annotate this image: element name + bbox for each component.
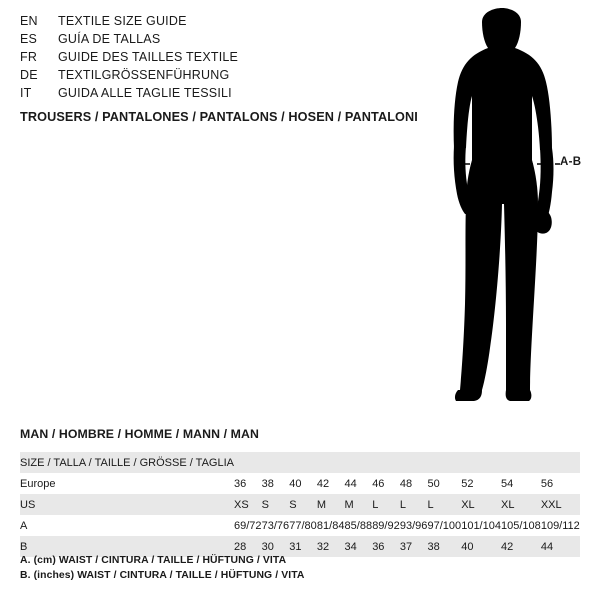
cell [262, 452, 290, 473]
cell [372, 452, 400, 473]
row-label: B [20, 536, 234, 557]
table-row [20, 452, 580, 473]
cell: L [400, 494, 428, 515]
cell: 32 [317, 536, 345, 557]
cell: 89/92 [372, 519, 400, 532]
cell: 34 [345, 536, 373, 557]
cell: XL [461, 494, 501, 515]
cell: 31 [289, 536, 317, 557]
cell: 40 [289, 477, 302, 490]
language-row-fr [20, 50, 350, 68]
language-code-fr: FR [20, 50, 38, 64]
row-label: Europe [20, 477, 56, 490]
cell [427, 452, 461, 473]
cell: 101/104 [461, 519, 501, 532]
row-label: SIZE / TALLA / TAILLE / GRÖSSE / TAGLIA [20, 452, 234, 473]
cell: 54 [501, 477, 514, 490]
group-title-man: MAN / HOMBRE / HOMME / MANN / MAN [20, 427, 259, 441]
row-label: A [20, 519, 28, 532]
cell: 93/96 [399, 519, 428, 532]
language-list [20, 14, 350, 104]
category-title: TROUSERS / PANTALONES / PANTALONS / HOSEN / PANTALONI [20, 110, 418, 124]
language-row-en [20, 14, 350, 32]
language-text-es: GUÍA DE TALLAS [58, 32, 161, 46]
language-row-es [20, 32, 350, 50]
language-text-en: TEXTILE SIZE GUIDE [58, 14, 187, 28]
cell: 40 [461, 536, 501, 557]
table-row [20, 473, 580, 494]
cell: 109/112 [540, 519, 580, 532]
cell: 85/88 [344, 519, 373, 532]
cell: 50 [427, 477, 440, 490]
language-row-it [20, 86, 350, 104]
cell: M [317, 494, 345, 515]
footnote-a: A. (cm) WAIST / CINTURA / TAILLE / HÜFTUNG / VITA [20, 555, 287, 566]
cell: 56 [540, 477, 554, 490]
language-text-de: TEXTILGRÖSSENFÜHRUNG [58, 68, 230, 82]
cell [461, 452, 501, 473]
cell: 42 [316, 477, 330, 490]
language-code-en: EN [20, 14, 38, 28]
language-text-fr: GUIDE DES TAILLES TEXTILE [58, 50, 239, 64]
table-row [20, 494, 580, 515]
measure-label-ab: A-B [560, 156, 582, 168]
cell: 38 [261, 477, 274, 490]
row-label: US [20, 494, 234, 515]
cell: L [372, 494, 400, 515]
cell: 52 [461, 477, 474, 490]
cell: S [262, 494, 290, 515]
cell: 105/108 [501, 519, 541, 532]
cell: 44 [541, 536, 580, 557]
cell: M [345, 494, 373, 515]
cell: XL [501, 494, 541, 515]
table-row [20, 515, 580, 536]
language-code-de: DE [20, 68, 38, 82]
language-row-de [20, 68, 350, 86]
cell: XS [234, 494, 262, 515]
cell: 48 [399, 477, 413, 490]
cell: S [289, 494, 317, 515]
cell: 30 [262, 536, 290, 557]
cell: 28 [234, 536, 262, 557]
language-text-it: GUIDA ALLE TAGLIE TESSILI [58, 86, 232, 100]
size-table [20, 452, 580, 557]
cell [289, 452, 317, 473]
cell: 38 [427, 536, 461, 557]
cell: 81/84 [316, 519, 345, 532]
cell [400, 452, 428, 473]
cell: 73/76 [261, 519, 290, 532]
cell: 36 [372, 536, 400, 557]
cell: XXL [541, 494, 580, 515]
cell: L [427, 494, 461, 515]
cell: 77/80 [289, 519, 317, 532]
cell: 44 [344, 477, 357, 490]
body-silhouette [420, 8, 600, 408]
cell [234, 452, 262, 473]
language-code-es: ES [20, 32, 38, 46]
cell [541, 452, 580, 473]
footnotes [20, 553, 305, 583]
cell [317, 452, 345, 473]
cell: 36 [233, 477, 247, 490]
cell [501, 452, 541, 473]
cell [345, 452, 373, 473]
cell: 42 [501, 536, 541, 557]
cell: 37 [400, 536, 428, 557]
cell: 69/72 [233, 519, 262, 532]
cell: 97/100 [427, 519, 462, 532]
language-code-it: IT [20, 86, 32, 100]
cell: 46 [372, 477, 385, 490]
footnote-b: B. (inches) WAIST / CINTURA / TAILLE / HÜFTUNG / VITA [20, 570, 305, 581]
